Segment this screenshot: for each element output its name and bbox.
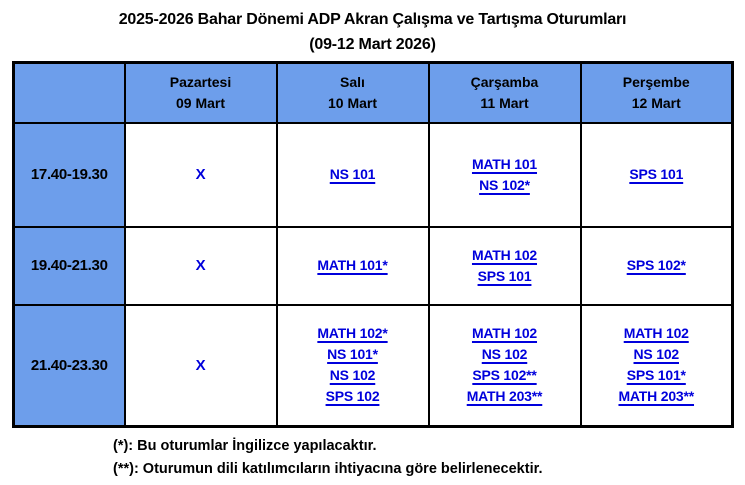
schedule-cell [581,305,733,427]
day-header-1 [125,63,277,123]
time-slot-cell: 21.40-23.30 [14,305,125,427]
schedule-cell [429,227,581,305]
table-row [14,227,733,305]
course-link[interactable]: MATH 203** [466,388,543,405]
footnotes [113,435,745,481]
no-session-mark: X [195,257,206,274]
day-name: Perşembe [622,73,690,90]
course-link[interactable]: SPS 102 [325,388,380,405]
course-link[interactable]: SPS 101 [477,267,532,284]
course-link[interactable]: MATH 203** [618,388,695,405]
schedule-table [12,61,734,428]
schedule-cell [581,227,733,305]
course-link[interactable]: SPS 101 [629,166,684,182]
time-slot-cell: 19.40-21.30 [14,227,125,305]
day-header-2 [277,63,429,123]
table-row [14,305,733,427]
time-slot-cell: 17.40-19.30 [14,123,125,227]
day-header-3 [429,63,581,123]
day-header-row [14,63,733,123]
course-link[interactable]: NS 102 [481,346,528,363]
course-link[interactable]: MATH 102 [471,325,538,342]
table-row [14,123,733,227]
footnote-double-asterisk: (**): Oturumun dili katılımcıların ihtiyacına göre belirlenecektir. [113,461,543,477]
schedule-cell [125,305,277,427]
course-link[interactable]: NS 102* [479,176,530,193]
schedule-body [14,123,733,427]
page-title-line1: 2025-2026 Bahar Dönemi ADP Akran Çalışma ve Tartışma Oturumları [118,11,627,28]
day-date: 09 Mart [175,94,226,111]
page-title [0,0,745,57]
schedule-cell [277,123,429,227]
no-session-mark: X [195,356,206,374]
day-date: 11 Mart [480,94,529,111]
day-date: 10 Mart [327,94,378,111]
day-name: Pazartesi [169,73,232,90]
course-link[interactable]: NS 101 [329,166,376,182]
corner-cell [14,63,125,123]
schedule-cell [581,123,733,227]
day-name: Salı [340,73,365,90]
course-link[interactable]: SPS 102** [472,367,537,384]
schedule-cell [429,305,581,427]
footnote-single-asterisk: (*): Bu oturumlar İngilizce yapılacaktır. [113,438,377,454]
schedule-cell [125,123,277,227]
course-link[interactable]: MATH 101* [317,257,388,273]
day-date: 12 Mart [631,94,681,111]
course-link[interactable]: MATH 102 [623,325,689,342]
course-link[interactable]: NS 102 [633,346,679,363]
schedule-cell [429,123,581,227]
page-title-line2: (09-12 Mart 2026) [309,36,436,53]
course-link[interactable]: SPS 101* [626,367,686,384]
course-link[interactable]: MATH 102* [317,325,388,342]
course-link[interactable]: MATH 101 [471,155,538,172]
course-link[interactable]: MATH 102 [471,246,538,263]
no-session-mark: X [195,166,206,183]
day-header-4 [581,63,733,123]
day-name: Çarşamba [470,73,539,90]
schedule-cell [125,227,277,305]
course-link[interactable]: NS 101* [327,346,378,363]
schedule-cell [277,227,429,305]
course-link[interactable]: NS 102 [329,367,376,384]
schedule-cell [277,305,429,427]
course-link[interactable]: SPS 102* [626,257,686,273]
